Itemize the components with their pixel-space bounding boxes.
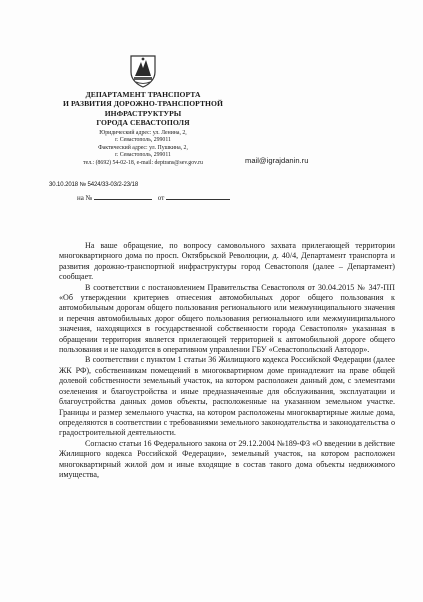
address-line: г. Севастополь, 299011 bbox=[115, 137, 171, 144]
recipient-email: mail@igrajdanin.ru bbox=[245, 156, 309, 165]
department-line: И РАЗВИТИЯ ДОРОЖНО-ТРАНСПОРТНОЙ bbox=[63, 99, 223, 109]
paragraph: На ваше обращение, по вопросу самовольного захвата прилегающей территории многоквартирного дома по просп. Октябрьской Революции, д. 40/4, Департамент транспорта и развития дорожно-транспортной инфраструктуры город Севастополя (далее – Департамент) сообщает. bbox=[59, 241, 395, 282]
paragraph: В соответствии с постановлением Правительства Севастополя от 30.04.2015 № 347-ПП «Об утверждении критериев отнесения автомобильных дорог общего пользования к автомобильным дорогам общего пользования регионального или межмуниципального значения и перечня автомобильных дорог общего пользования регионального или межмуниципального значения, находящихся в государственной собственности города Севастополя» указанная в обращении территория является прилегающей территорией к автомобильной дороге общего пользования и не находится в оперативном управлении ГБУ «Севастопольский Автодор». bbox=[59, 282, 395, 355]
ref-number-blank bbox=[94, 193, 152, 200]
letter-body bbox=[59, 241, 395, 480]
registration-number: 30.10.2018 № 5424/33-03/2-23/18 bbox=[49, 182, 139, 188]
paragraph: Согласно статьи 16 Федерального закона от 29.12.2004 №189-ФЗ «О введении в действие Жилищного кодекса Российской Федерации», земельный участок, на котором расположен многоквартирный жилой дом и иные входящие в состав такого дома объекты недвижимого имущества, bbox=[59, 438, 395, 479]
address-line: Юридический адрес: ул. Ленина, 2, bbox=[99, 130, 187, 136]
reference-line bbox=[77, 193, 230, 202]
department-line: ИНФРАСТРУКТУРЫ bbox=[104, 108, 182, 118]
department-address bbox=[60, 130, 226, 167]
address-line: Фактический адрес: ул. Пушкина, 2, bbox=[98, 144, 188, 151]
ref-date-blank bbox=[166, 193, 230, 200]
ref-number-label: на № bbox=[77, 194, 93, 202]
contact-line: тел.: (8692) 54-02-18, e-mail: deptrans@sev.gov.ru bbox=[83, 159, 203, 166]
paragraph: В соответствии с пунктом 1 статьи 36 Жилищного кодекса Российской Федерации (далее ЖК РФ), собственникам помещений в многоквартирном доме принадлежит на праве общей долевой собственности земельный участок, на котором расположен данный дом, с элементами озеленения и благоустройства и иные предназначенные для обслуживания, эксплуатации и благоустройства данных домов объекты, расположенные на указанном земельном участке. Границы и размер земельного участка, на котором расположены многоквартирные жилые дома, определяются в соответствии с требованиями земельного законодательства и законодательства о градостроительной деятельности. bbox=[59, 355, 395, 438]
sevastopol-coat-of-arms-icon bbox=[128, 54, 158, 88]
ref-date-label: от bbox=[157, 194, 165, 202]
department-line: ГОРОДА СЕВАСТОПОЛЯ bbox=[96, 117, 190, 127]
department-line: ДЕПАРТАМЕНТ ТРАНСПОРТА bbox=[85, 90, 201, 99]
department-name bbox=[52, 90, 234, 127]
address-line: г. Севастополь, 299011 bbox=[115, 152, 171, 159]
